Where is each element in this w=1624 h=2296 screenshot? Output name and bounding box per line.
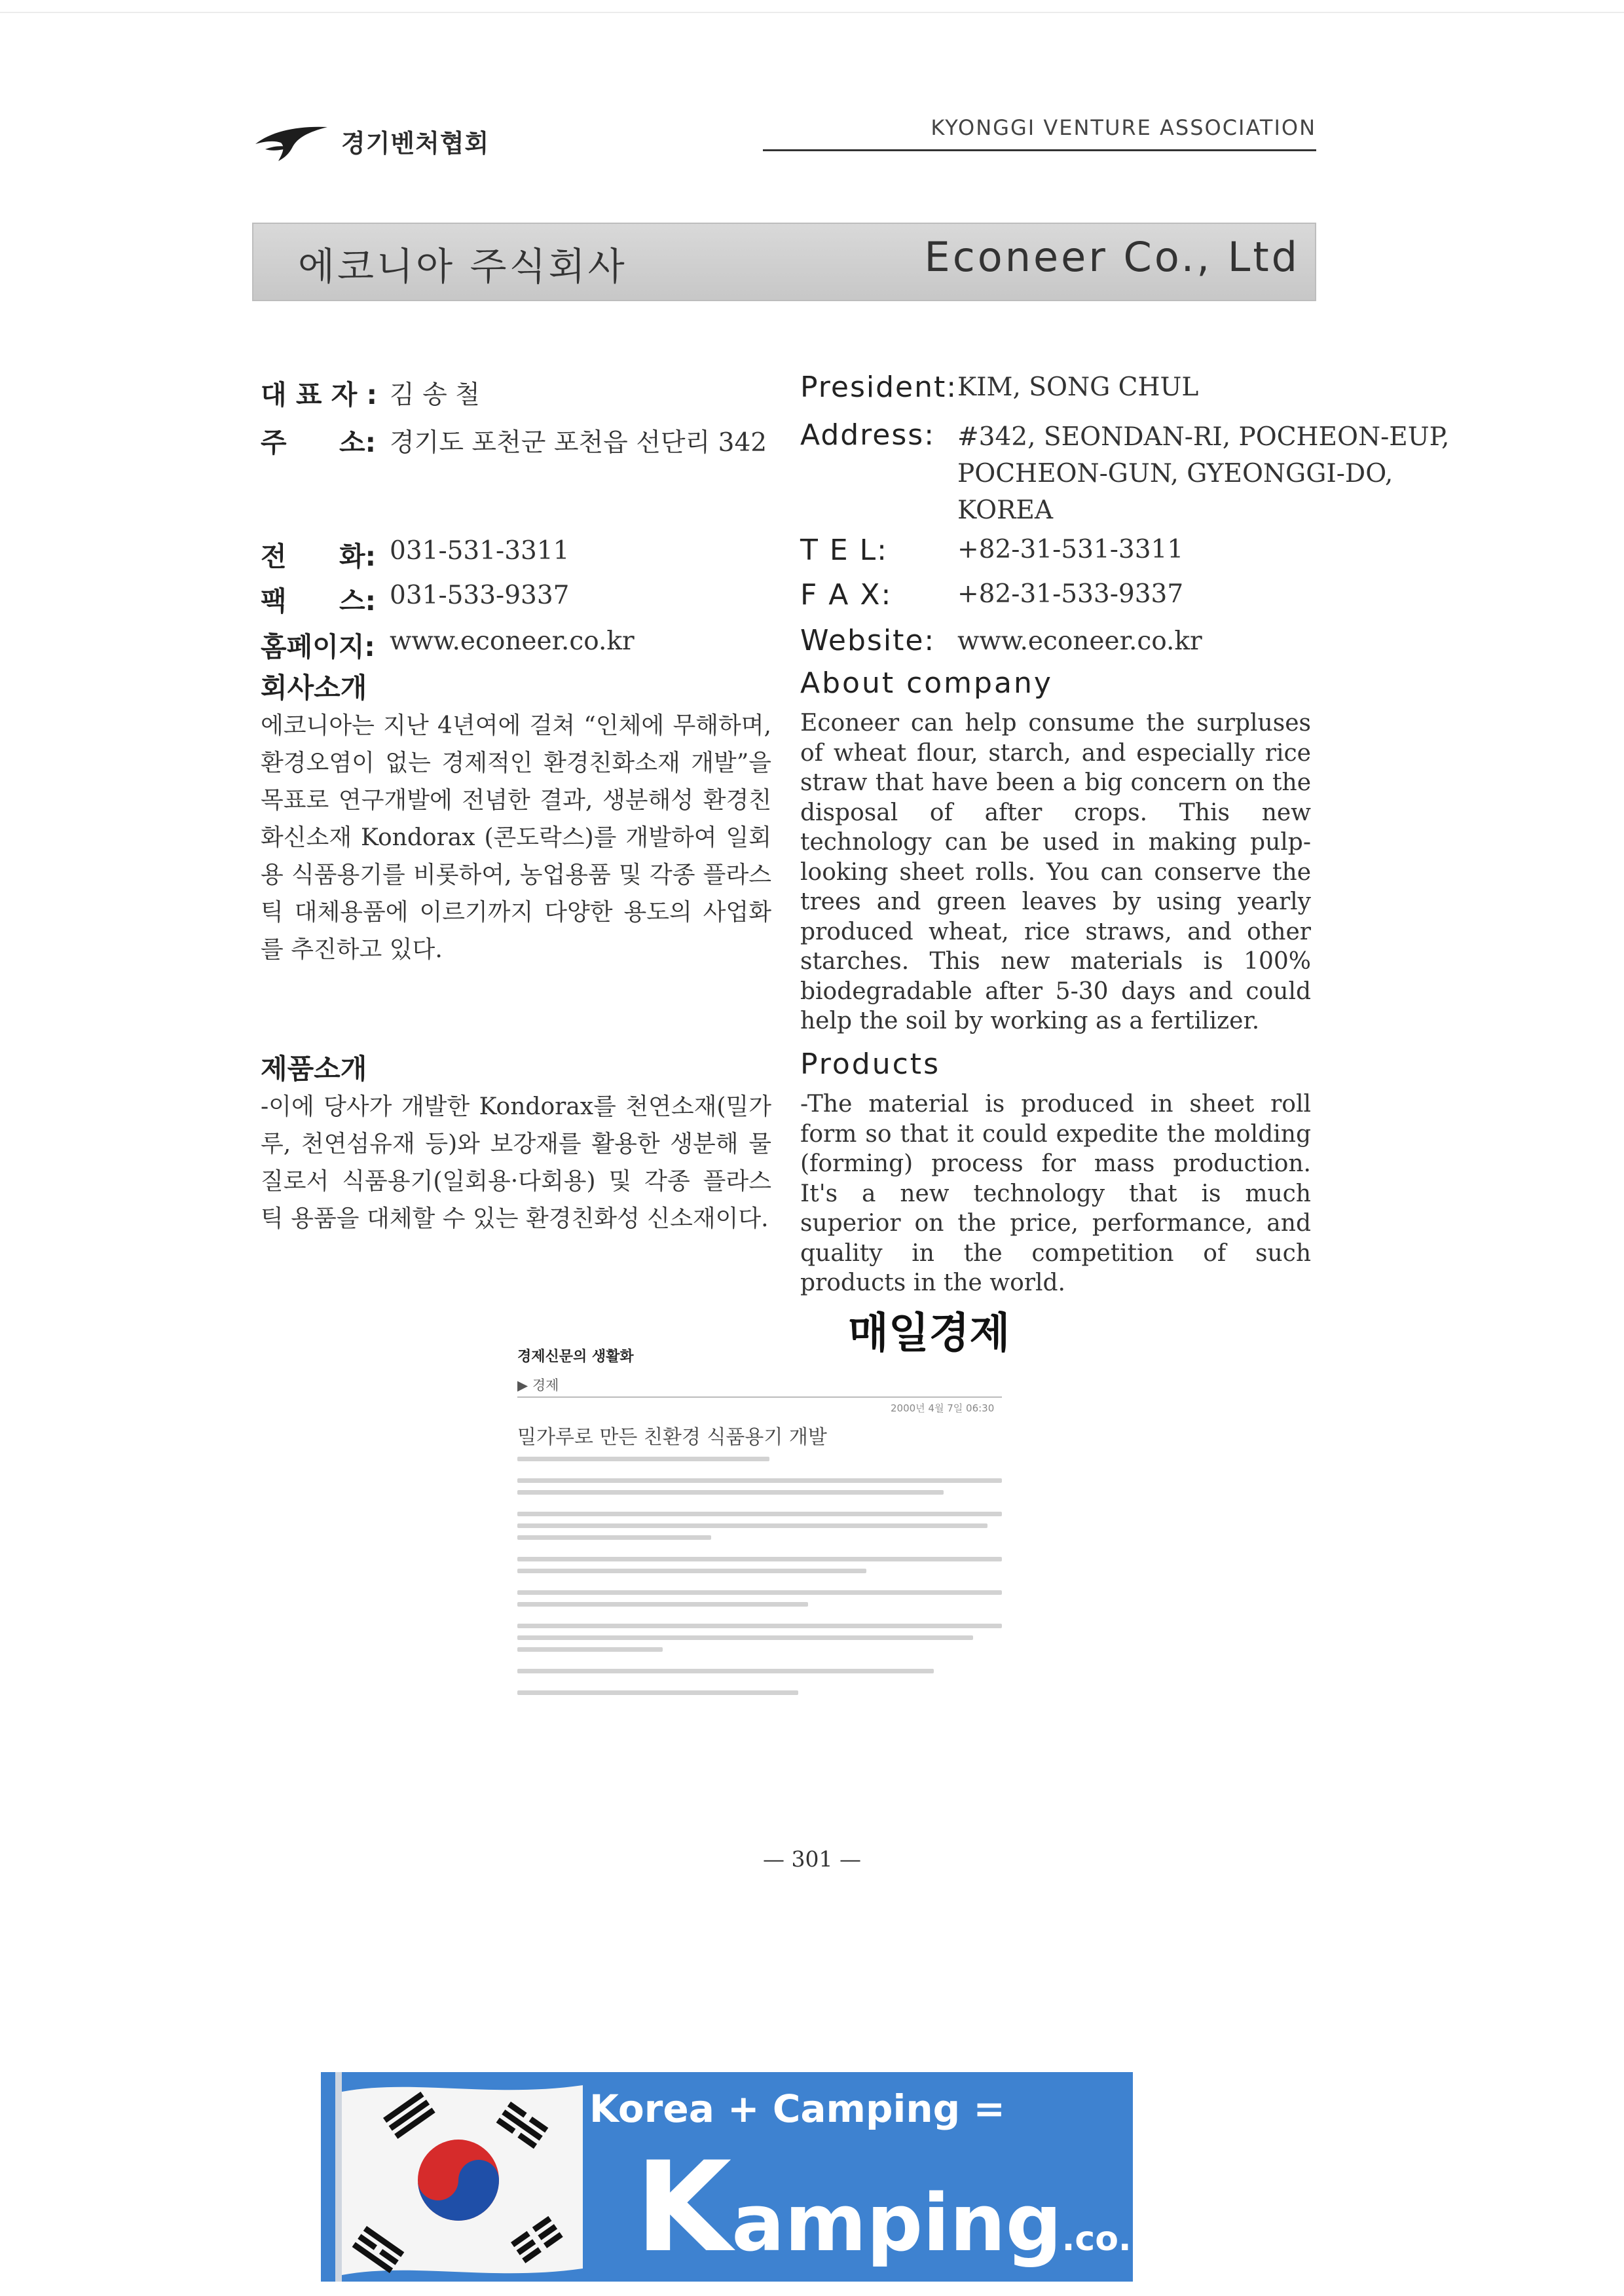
fax-value-en: +82-31-533-9337 [957, 579, 1184, 609]
about-body-en: Econeer can help consume the surpluses of wheat flour, starch, and especially rice straw that have been a big concern on the disposal of after crops. This new technology can be used in making pulp-looking sheet rolls. You can conserve the trees and green leaves by using yearly produced wheat, rice straws, and other starches. This new materials is 100% biodegradable after 5-30 days and could help the soil by working as a fertilizer. [800, 710, 1311, 1034]
korean-flag-icon [321, 2072, 596, 2282]
president-value-en: KIM, SONG CHUL [957, 373, 1199, 402]
banner-tagline: Korea + Camping = [589, 2086, 1005, 2131]
address-value-en [957, 419, 1449, 529]
address-label-ko-a: 주 [261, 427, 287, 458]
address-line: KOREA [957, 496, 1054, 525]
tel-value-en: +82-31-531-3311 [957, 535, 1184, 564]
president-label-ko: 대 표 자 : [261, 379, 378, 410]
tel-label-ko-b: 화: [339, 541, 377, 572]
about-heading-ko: 회사소개 [261, 672, 367, 704]
company-name-english: Econeer Co., Ltd [924, 233, 1300, 281]
products-heading-ko: 제품소개 [261, 1053, 367, 1085]
clipping-rule [517, 1396, 1002, 1398]
clipping-source: 경제신문의 생활화 [517, 1348, 634, 1365]
header-rule [763, 149, 1316, 151]
president-value-ko: 김 송 철 [390, 380, 480, 410]
address-label-en: Address: [800, 418, 936, 452]
company-name-korean: 에코니아 주식회사 [298, 244, 627, 289]
banner-brand [635, 2135, 1171, 2280]
clipping-article-text [517, 1457, 1002, 1702]
tel-label-ko-a: 전 [261, 541, 287, 572]
association-logo [252, 115, 560, 167]
website-label-ko: 홈페이지: [261, 631, 375, 663]
logo-text: 경기벤처협회 [341, 128, 490, 158]
clipping-newspaper-title: 매일경제 [848, 1309, 1010, 1358]
address-line: POCHEON-GUN, GYEONGGI-DO, [957, 459, 1393, 488]
kamping-banner-ad[interactable] [321, 2072, 1171, 2282]
products-body-ko: -이에 당사가 개발한 Kondorax를 천연소재(밀가루, 천연섬유재 등)와 보강재를 활용한 생분해 물질로서 식품용기(일회용·다회용) 및 각종 플라스틱 용품을 대체할 수 있는 환경친화성 신소재이다. [261, 1093, 771, 1232]
tel-label-en: T E L: [800, 534, 888, 567]
clipping-date: 2000년 4월 7일 06:30 [891, 1402, 995, 1414]
fax-value-ko: 031-533-9337 [390, 581, 570, 610]
association-name: KYONGGI VENTURE ASSOCIATION [931, 115, 1316, 140]
website-link-en[interactable]: www.econeer.co.kr [957, 627, 1202, 656]
swoosh-bird-icon [252, 118, 331, 164]
fax-label-ko-b: 스: [339, 585, 377, 617]
website-label-en: Website: [800, 624, 936, 657]
address-line: #342, SEONDAN-RI, POCHEON-EUP, [957, 422, 1450, 452]
products-body-en: -The material is produced in sheet roll form so that it could expedite the molding (forming) process for mass production. It's a new technology that is much superior on the price, performance, and quality in the competition of such products in the world. [800, 1091, 1311, 1296]
banner-brand-rest: amping [731, 2178, 1062, 2269]
page-number: — 301 — [763, 1846, 861, 1872]
tel-value-ko: 031-531-3311 [390, 536, 570, 566]
banner-brand-tld: .co.kr [1061, 2219, 1171, 2259]
address-value-ko: 경기도 포천군 포천읍 선단리 342 [390, 428, 767, 458]
products-heading-en: Products [800, 1048, 940, 1081]
clipping-category: ▶ 경제 [517, 1377, 559, 1393]
address-label-ko-b: 소: [339, 427, 377, 458]
clipping-headline: 밀가루로 만든 친환경 식품용기 개발 [517, 1426, 827, 1449]
fax-label-en: F A X: [800, 578, 893, 611]
top-divider [0, 12, 1624, 13]
banner-brand-k: K [635, 2135, 732, 2280]
about-heading-en: About company [800, 666, 1053, 700]
about-body-ko: 에코니아는 지난 4년여에 걸쳐 “인체에 무해하며, 환경오염이 없는 경제적인 환경친화소재 개발”을 목표로 연구개발에 전념한 결과, 생분해성 환경친화신소재 Kondorax (콘도락스)를 개발하여 일회용 식품용기를 비롯하여, 농업용품 및 각종 플라스틱 대체용품에 이르기까지 다양한 용도의 사업화를 추진하고 있다. [261, 712, 771, 963]
fax-label-ko-a: 팩 [261, 585, 287, 617]
president-label-en: President: [800, 371, 958, 404]
website-link-ko[interactable]: www.econeer.co.kr [390, 627, 635, 656]
